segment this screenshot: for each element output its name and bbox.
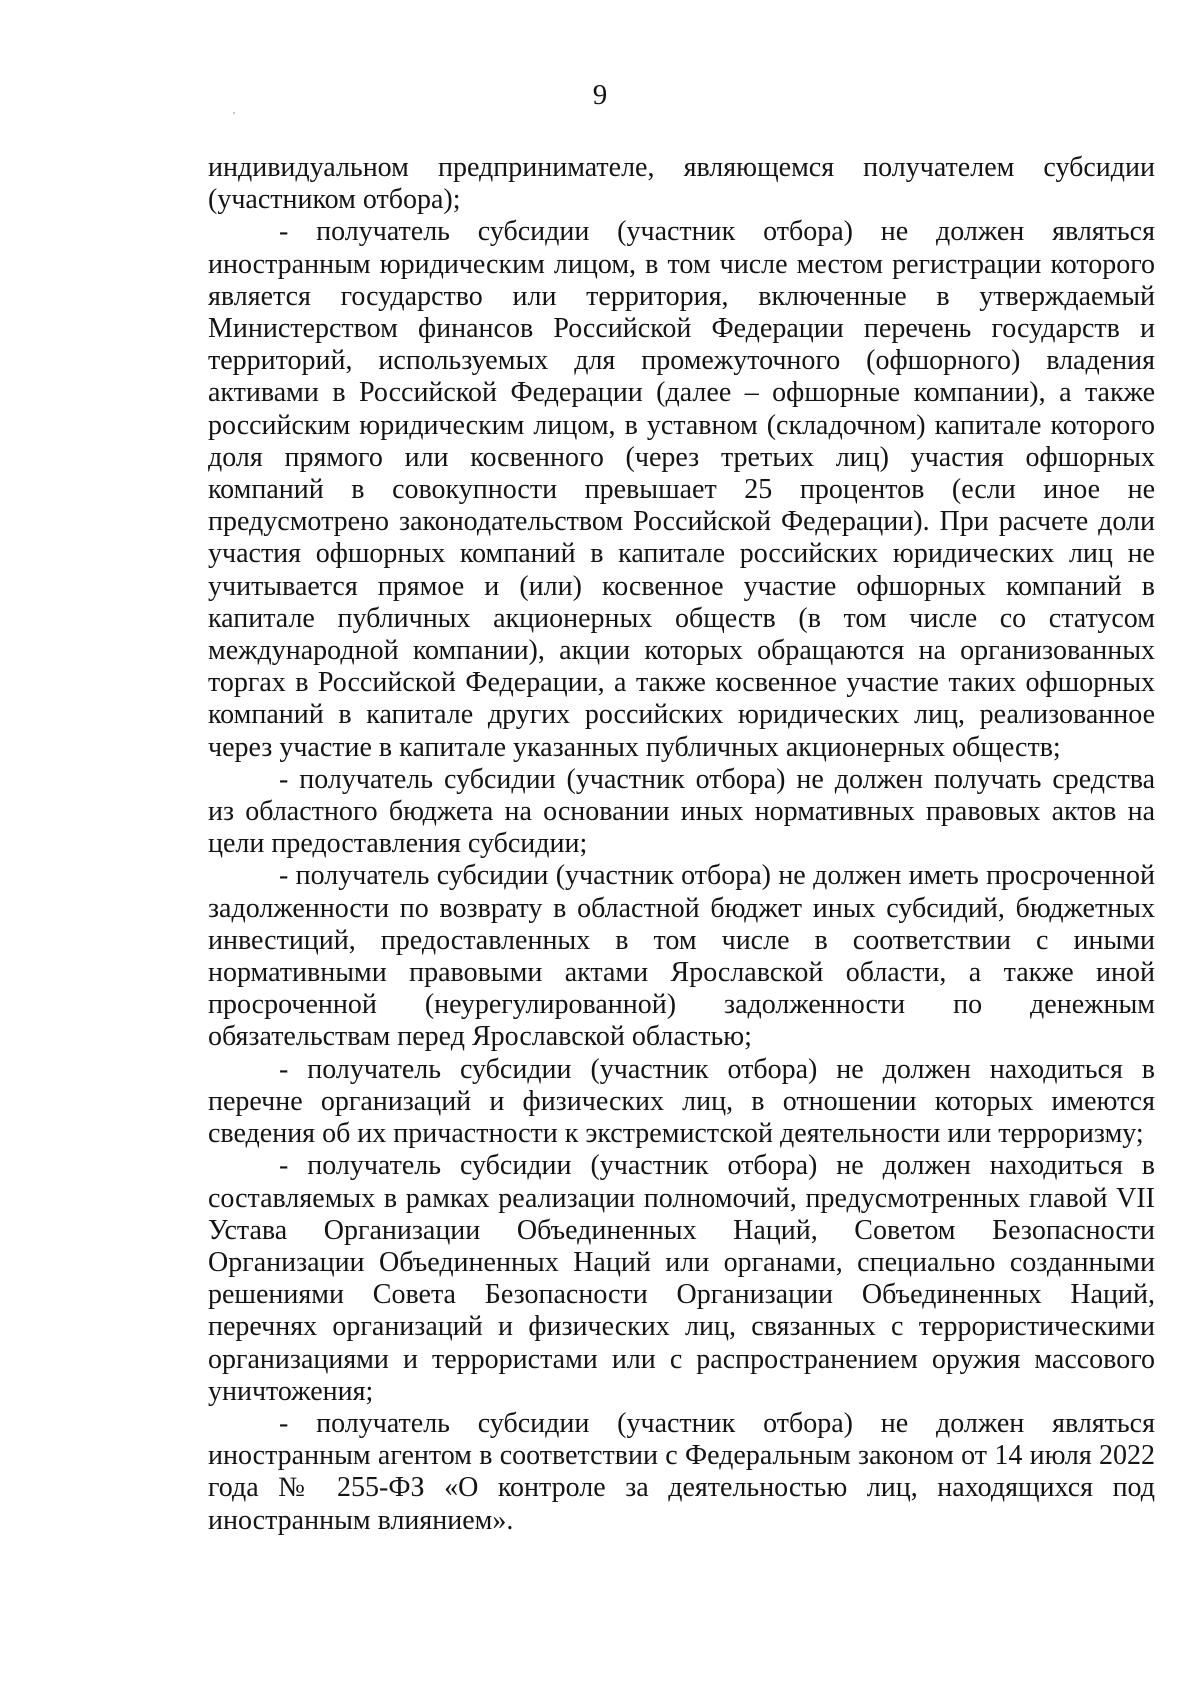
document-body — [208, 152, 1155, 1537]
paragraph-extremism-list: - получатель субсидии (участник отбора) не должен находиться в перечне организаций и физических лиц, в отношении которых имеются сведения об их причастности к экстремистской деятельности или терроризму; — [208, 1053, 1155, 1150]
paragraph-continuation: индивидуальном предпринимателе, являющемся получателем субсидии (участником отбора); — [208, 152, 1155, 216]
page-number: 9 — [592, 79, 608, 111]
paragraph-offshore-requirement: - получатель субсидии (участник отбора) не должен являться иностранным юридическим лицом, в том числе местом регистрации которого является государство или территория, включенные в утверждаемый Министерством финансов Российской Федерации перечень государств и территорий, используемых для промежуточного (офшорного) владения активами в Российской Федерации (далее – офшорные компании), а также российским юридическим лицом, в уставном (складочном) капитале которого доля прямого или косвенного (через третьих лиц) участия офшорных компаний в совокупности превышает 25 процентов (если иное не предусмотрено законодательством Российской Федерации). При расчете доли участия офшорных компаний в капитале российских юридических лиц не учитывается прямое и (или) косвенное участие офшорных компаний в капитале публичных акционерных обществ (в том числе со статусом международной компании), акции которых обращаются на организованных торгах в Российской Федерации, а также косвенное участие таких офшорных компаний в капитале других российских юридических лиц, реализованное через участие в капитале указанных публичных акционерных обществ; — [208, 216, 1155, 763]
paragraph-regional-budget-funds: - получатель субсидии (участник отбора) не должен получать средства из областного бюджета на основании иных нормативных правовых актов на цели предоставления субсидии; — [208, 763, 1155, 860]
paragraph-overdue-debt: - получатель субсидии (участник отбора) не должен иметь просроченной задолженности по возврату в областной бюджет иных субсидий, бюджетных инвестиций, предоставленных в том числе в соответствии с иными нормативными правовыми актами Ярославской области, а также иной просроченной (неурегулированной) задолженности по денежным обязательствам перед Ярославской областью; — [208, 860, 1155, 1053]
paragraph-un-sanctions-list: - получатель субсидии (участник отбора) не должен находиться в составляемых в рамках реализации полномочий, предусмотренных главой VII Устава Организации Объединенных Наций, Советом Безопасности Организации Объединенных Наций или органами, специально созданными решениями Совета Безопасности Организации Объединенных Наций, перечнях организаций и физических лиц, связанных с террористическими организациями и террористами или с распространением оружия массового уничтожения; — [208, 1150, 1155, 1407]
paragraph-foreign-agent: - получатель субсидии (участник отбора) не должен являться иностранным агентом в соответствии с Федеральным законом от 14 июля 2022 года № 255-ФЗ «О контроле за деятельностью лиц, находящихся под иностранным влиянием». — [208, 1407, 1155, 1536]
scan-speck — [233, 112, 235, 114]
